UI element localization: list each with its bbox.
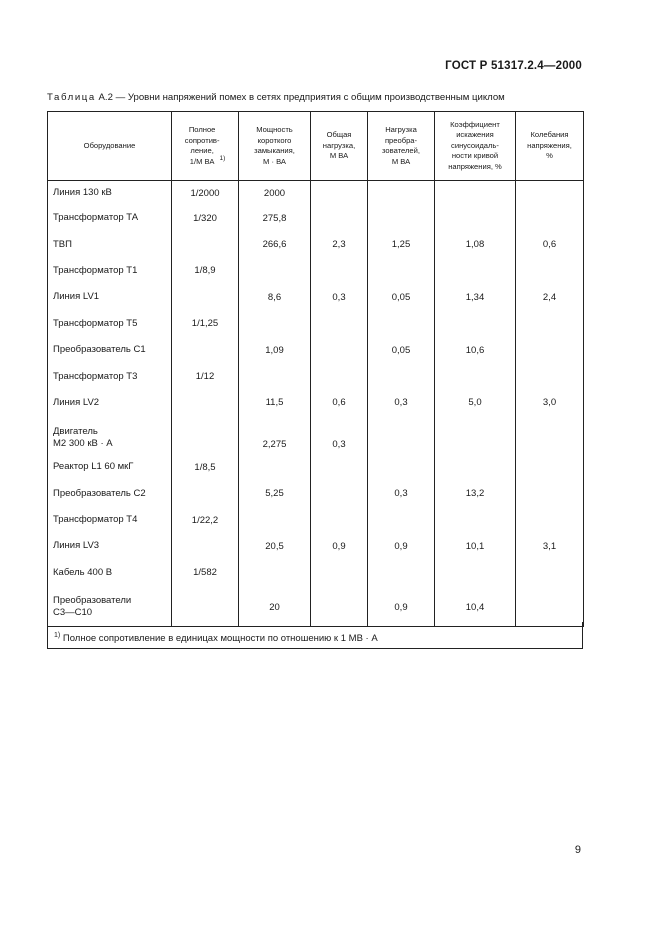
cell-distortion-factor: [435, 258, 516, 284]
cell-impedance: 1/2000: [172, 181, 239, 206]
cell-voltage-fluctuation: [516, 181, 584, 206]
cell-voltage-fluctuation: 3,1: [516, 533, 584, 559]
cell-equipment: Трансформатор Т5: [48, 311, 172, 337]
cell-equipment: Линия LV3: [48, 533, 172, 559]
cell-impedance: [172, 337, 239, 363]
cell-converter-load: 0,9: [368, 586, 435, 627]
header-impedance: Полное сопротив- ление, 1/М ВА $^{1)}$: [172, 112, 239, 181]
cell-total-load: [311, 258, 368, 284]
table-row: [48, 416, 584, 454]
table-row: [48, 181, 584, 206]
header-equipment: Оборудование: [48, 112, 172, 181]
cell-voltage-fluctuation: [516, 205, 584, 231]
cell-voltage-fluctuation: [516, 416, 584, 454]
cell-voltage-fluctuation: [516, 454, 584, 480]
header-total-load: Общая нагрузка, М ВА: [311, 112, 368, 181]
table-row: [48, 205, 584, 231]
cell-voltage-fluctuation: 3,0: [516, 390, 584, 416]
cell-converter-load: 1,25: [368, 231, 435, 257]
cell-impedance: [172, 586, 239, 627]
cell-short-circuit-power: [239, 258, 311, 284]
cell-total-load: [311, 311, 368, 337]
cell-converter-load: [368, 205, 435, 231]
header-footnote-mark: 1): [219, 154, 226, 162]
cell-short-circuit-power: 2,275: [239, 416, 311, 454]
cell-voltage-fluctuation: [516, 507, 584, 533]
cell-equipment: Трансформатор Т4: [48, 507, 172, 533]
cell-distortion-factor: [435, 363, 516, 389]
cell-voltage-fluctuation: [516, 481, 584, 507]
table-footnote: [47, 622, 583, 649]
cell-impedance: 1/22,2: [172, 507, 239, 533]
table-row: [48, 454, 584, 480]
cell-equipment: Линия 130 кВ: [48, 181, 172, 206]
cell-total-load: [311, 337, 368, 363]
cell-equipment: Преобразователь С1: [48, 337, 172, 363]
table-row: [48, 337, 584, 363]
cell-short-circuit-power: 20,5: [239, 533, 311, 559]
cell-short-circuit-power: 266,6: [239, 231, 311, 257]
cell-distortion-factor: 5,0: [435, 390, 516, 416]
caption-label: Таблица: [47, 92, 96, 103]
cell-equipment: ТВП: [48, 231, 172, 257]
cell-impedance: 1/582: [172, 560, 239, 586]
header-distortion-factor: Коэффициент искажения синусоидаль- ности кривой напряжения, %: [435, 112, 516, 181]
table-row: [48, 284, 584, 310]
cell-voltage-fluctuation: [516, 560, 584, 586]
cell-equipment: Двигатель М2 300 кВ · А: [48, 416, 172, 454]
cell-total-load: 2,3: [311, 231, 368, 257]
cell-short-circuit-power: 8,6: [239, 284, 311, 310]
cell-equipment: Трансформатор Т1: [48, 258, 172, 284]
cell-converter-load: [368, 258, 435, 284]
header-short-circuit-power: Мощность короткого замыкания, М · ВА: [239, 112, 311, 181]
cell-converter-load: 0,9: [368, 533, 435, 559]
cell-short-circuit-power: 20: [239, 586, 311, 627]
cell-total-load: [311, 560, 368, 586]
cell-converter-load: 0,3: [368, 390, 435, 416]
table-row: [48, 560, 584, 586]
cell-equipment: Реактор L1 60 мкГ: [48, 454, 172, 480]
cell-total-load: [311, 363, 368, 389]
cell-short-circuit-power: 1,09: [239, 337, 311, 363]
cell-total-load: 0,3: [311, 416, 368, 454]
table-row: [48, 481, 584, 507]
cell-distortion-factor: [435, 205, 516, 231]
cell-voltage-fluctuation: [516, 363, 584, 389]
table-row: [48, 390, 584, 416]
cell-equipment: Преобразователь С2: [48, 481, 172, 507]
cell-converter-load: [368, 311, 435, 337]
interference-levels-table: [47, 111, 584, 627]
table-row: [48, 533, 584, 559]
header-voltage-fluctuation: Колебания напряжения, %: [516, 112, 584, 181]
cell-impedance: 1/12: [172, 363, 239, 389]
cell-equipment: Линия LV1: [48, 284, 172, 310]
table-row: [48, 231, 584, 257]
cell-total-load: [311, 454, 368, 480]
cell-total-load: [311, 586, 368, 627]
cell-short-circuit-power: [239, 311, 311, 337]
cell-voltage-fluctuation: [516, 258, 584, 284]
cell-impedance: [172, 416, 239, 454]
cell-distortion-factor: [435, 416, 516, 454]
table-row: [48, 311, 584, 337]
cell-distortion-factor: 1,34: [435, 284, 516, 310]
cell-total-load: [311, 181, 368, 206]
cell-short-circuit-power: 2000: [239, 181, 311, 206]
cell-distortion-factor: 1,08: [435, 231, 516, 257]
cell-converter-load: 0,3: [368, 481, 435, 507]
cell-total-load: 0,9: [311, 533, 368, 559]
cell-total-load: [311, 205, 368, 231]
cell-total-load: 0,6: [311, 390, 368, 416]
cell-converter-load: [368, 363, 435, 389]
cell-distortion-factor: [435, 454, 516, 480]
cell-impedance: 1/1,25: [172, 311, 239, 337]
cell-impedance: 1/8,9: [172, 258, 239, 284]
cell-voltage-fluctuation: [516, 311, 584, 337]
cell-voltage-fluctuation: [516, 586, 584, 627]
cell-total-load: [311, 507, 368, 533]
cell-short-circuit-power: [239, 560, 311, 586]
cell-short-circuit-power: [239, 507, 311, 533]
cell-converter-load: 0,05: [368, 337, 435, 363]
cell-voltage-fluctuation: 0,6: [516, 231, 584, 257]
caption-text: — Уровни напряжений помех в сетях предприятия с общим производственным циклом: [115, 92, 505, 103]
cell-impedance: [172, 481, 239, 507]
cell-short-circuit-power: [239, 454, 311, 480]
cell-voltage-fluctuation: 2,4: [516, 284, 584, 310]
cell-converter-load: [368, 454, 435, 480]
cell-short-circuit-power: 11,5: [239, 390, 311, 416]
table-caption: [47, 92, 505, 103]
cell-equipment: Кабель 400 В: [48, 560, 172, 586]
footnote-text: Полное сопротивление в единицах мощности по отношению к 1 МВ · А: [62, 633, 378, 645]
cell-equipment: Линия LV2: [48, 390, 172, 416]
cell-converter-load: [368, 507, 435, 533]
cell-distortion-factor: [435, 181, 516, 206]
cell-distortion-factor: 10,1: [435, 533, 516, 559]
cell-impedance: 1/8,5: [172, 454, 239, 480]
cell-impedance: 1/320: [172, 205, 239, 231]
table-row: [48, 258, 584, 284]
cell-distortion-factor: 10,4: [435, 586, 516, 627]
cell-converter-load: [368, 560, 435, 586]
cell-distortion-factor: 13,2: [435, 481, 516, 507]
cell-impedance: [172, 231, 239, 257]
table-row: [48, 586, 584, 627]
cell-equipment: Трансформатор ТА: [48, 205, 172, 231]
page-number: 9: [574, 844, 581, 856]
table-row: [48, 507, 584, 533]
cell-distortion-factor: [435, 560, 516, 586]
table-header-row: [48, 112, 584, 181]
cell-impedance: [172, 284, 239, 310]
cell-short-circuit-power: 275,8: [239, 205, 311, 231]
cell-impedance: [172, 533, 239, 559]
cell-equipment: Преобразователи С3—С10: [48, 586, 172, 627]
header-converter-load: Нагрузка преобра- зователей, М ВА: [368, 112, 435, 181]
cell-total-load: [311, 481, 368, 507]
cell-total-load: 0,3: [311, 284, 368, 310]
cell-short-circuit-power: [239, 363, 311, 389]
cell-voltage-fluctuation: [516, 337, 584, 363]
document-code: ГОСТ Р 51317.2.4—2000: [445, 60, 582, 72]
cell-converter-load: [368, 416, 435, 454]
table-row: [48, 363, 584, 389]
cell-equipment: Трансформатор Т3: [48, 363, 172, 389]
cell-distortion-factor: 10,6: [435, 337, 516, 363]
caption-number: А.2: [98, 92, 113, 103]
cell-distortion-factor: [435, 311, 516, 337]
cell-impedance: [172, 390, 239, 416]
cell-short-circuit-power: 5,25: [239, 481, 311, 507]
cell-converter-load: [368, 181, 435, 206]
footnote-mark: 1): [54, 632, 61, 639]
cell-converter-load: 0,05: [368, 284, 435, 310]
cell-distortion-factor: [435, 507, 516, 533]
